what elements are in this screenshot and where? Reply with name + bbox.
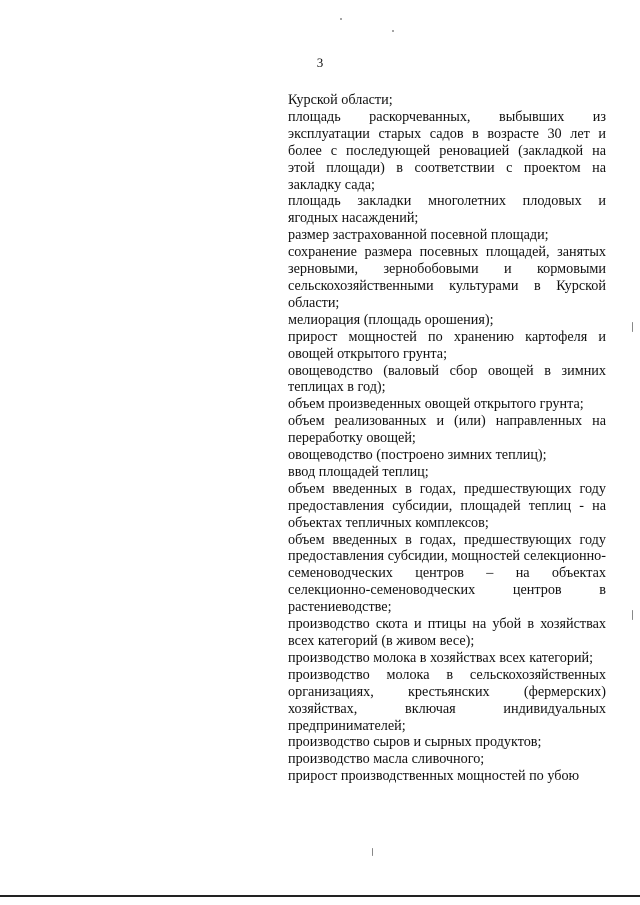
scan-speck: [632, 322, 633, 332]
document-body: [288, 92, 606, 785]
paragraph-storage-capacity: прирост мощностей по хранению картофеля и овощей открытого грунта;: [288, 328, 606, 362]
paragraph-greenhouse-complexes: объем введенных в годах, предшествующих году предоставления субсидии, площадей теплиц - на объектах тепличных комплексов;: [288, 480, 606, 531]
page-number: 3: [316, 55, 324, 70]
scan-speck: [372, 848, 373, 856]
paragraph-sold-vegetables: объем реализованных и (или) направленных на переработку овощей;: [288, 413, 606, 447]
paragraph-milk-organizations: производство молока в сельскохозяйственных организациях, крестьянских (фермерских) хозяйствах, включая индивидуальных предпринимателей;: [288, 666, 606, 734]
paragraph-cheese-production: производство сыров и сырных продуктов;: [288, 734, 542, 751]
paragraph-sown-area: сохранение размера посевных площадей, занятых зерновыми, зернобобовыми и кормовыми сельскохозяйственными культурами в Курской области;: [288, 244, 606, 311]
bottom-scan-edge: [0, 895, 640, 897]
paragraph-kursk-region: Курской области;: [288, 92, 393, 108]
paragraph-greenhouses-built: овощеводство (построено зимних теплиц);: [288, 447, 547, 464]
paragraph-greenhouse-area: ввод площадей теплиц;: [288, 463, 429, 480]
paragraph-livestock-slaughter: производство скота и птицы на убой в хозяйствах всех категорий (в живом весе);: [288, 616, 606, 649]
scan-speck: [340, 18, 342, 20]
paragraph-irrigation: мелиорация (площадь орошения);: [288, 311, 494, 328]
paragraph-insured-area: размер застрахованной посевной площади;: [288, 227, 549, 244]
paragraph-butter-production: производство масла сливочного;: [288, 751, 485, 768]
paragraph-greenhouse-harvest: овощеводство (валовый сбор овощей в зимних теплицах в год);: [288, 362, 606, 396]
paragraph-slaughter-capacity: прирост производственных мощностей по убою: [288, 768, 580, 785]
scan-speck: [392, 30, 394, 32]
paragraph-seed-centers: объем введенных в годах, предшествующих году предоставления субсидии, мощностей селекционно-семеноводческих центров – на объектах селекционно-семеноводческих центров в растениеводстве;: [288, 531, 606, 616]
paragraph-open-ground-vegetables: объем произведенных овощей открытого грунта;: [288, 396, 584, 413]
paragraph-uprooted-orchards: площадь раскорчеванных, выбывших из эксплуатации старых садов в возрасте 30 лет и более с последующей реновацией (закладкой на этой площади) в соответствии с проектом на закладку сада;: [288, 108, 606, 193]
scan-speck: [632, 610, 633, 620]
paragraph-perennial-plantings: площадь закладки многолетних плодовых и ягодных насаждений;: [288, 193, 606, 227]
paragraph-milk-all-categories: производство молока в хозяйствах всех категорий;: [288, 649, 594, 666]
